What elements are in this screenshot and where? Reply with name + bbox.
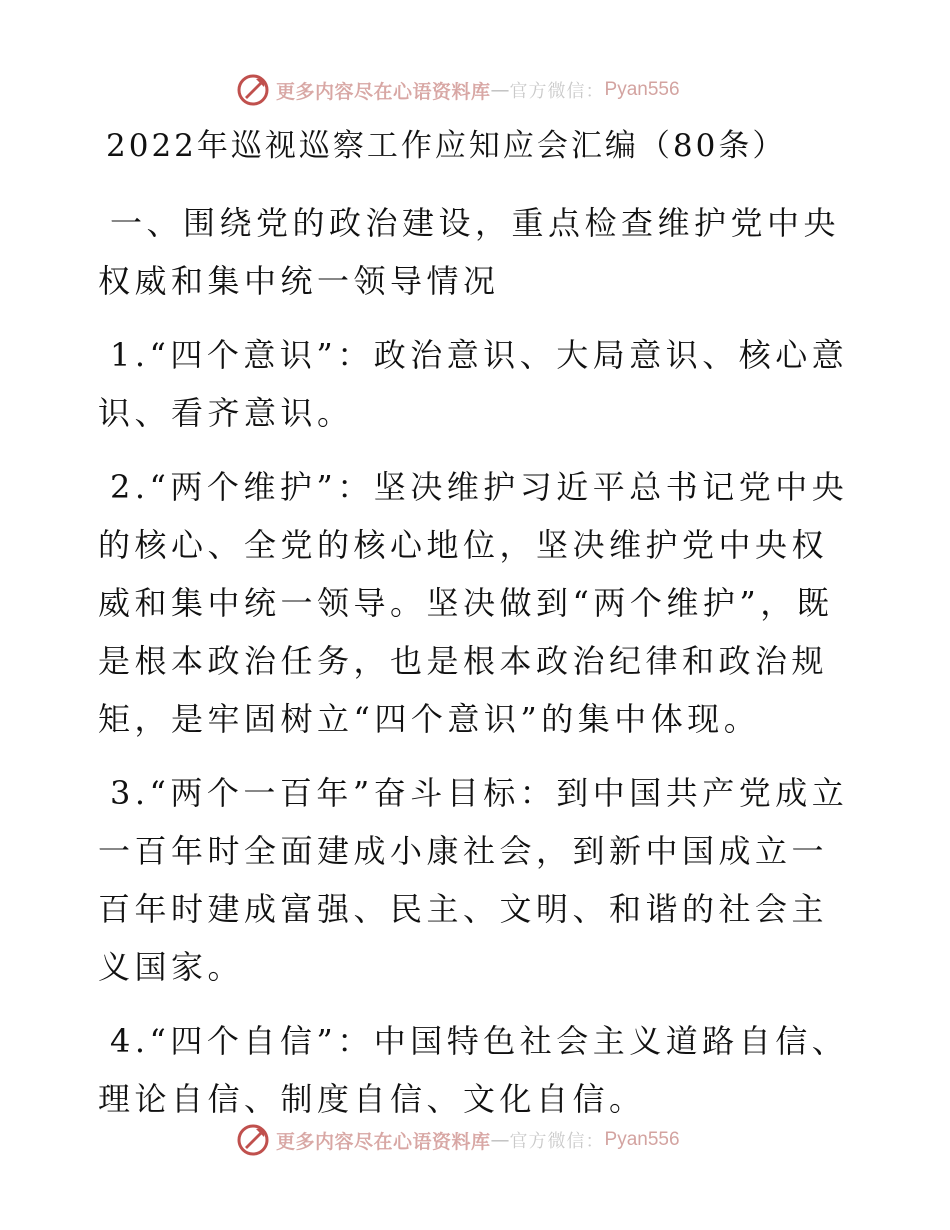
quill-logo-icon (236, 1123, 270, 1157)
list-item: 2.“两个维护”：坚决维护习近平总书记党中央的核心、全党的核心地位，坚决维护党中央权威和集中统一领导。坚决做到“两个维护”，既是根本政治任务，也是根本政治纪律和政治规矩，是牢固树立“四个意识”的集中体现。 (98, 468, 849, 738)
watermark-dash: — (490, 1129, 510, 1151)
watermark-sub-text: 官方微信： (509, 1131, 605, 1152)
watermark-banner-bottom (236, 1122, 680, 1158)
watermark-wechat-id: Pyan556 (604, 79, 680, 100)
list-item: 4.“四个自信”：中国特色社会主义道路自信、理论自信、制度自信、文化自信。 (98, 1022, 849, 1118)
document-body (98, 118, 858, 1128)
document-title: 2022年巡视巡察工作应知应会汇编（80条） (106, 128, 787, 164)
watermark-main-text: 更多内容尽在心语资料库 (276, 1130, 491, 1153)
watermark-dash: — (490, 79, 510, 101)
watermark-banner-top (236, 72, 680, 108)
watermark-wechat-id: Pyan556 (604, 1129, 680, 1150)
watermark-main-text: 更多内容尽在心语资料库 (276, 80, 491, 103)
section-heading: 一、围绕党的政治建设，重点检查维护党中央权威和集中统一领导情况 (98, 204, 841, 300)
list-item: 3.“两个一百年”奋斗目标：到中国共产党成立一百年时全面建成小康社会，到新中国成立一百年时建成富强、民主、文明、和谐的社会主义国家。 (98, 774, 849, 986)
watermark-sub-text: 官方微信： (509, 81, 605, 102)
quill-logo-icon (236, 73, 270, 107)
list-item: 1.“四个意识”：政治意识、大局意识、核心意识、看齐意识。 (98, 336, 849, 432)
